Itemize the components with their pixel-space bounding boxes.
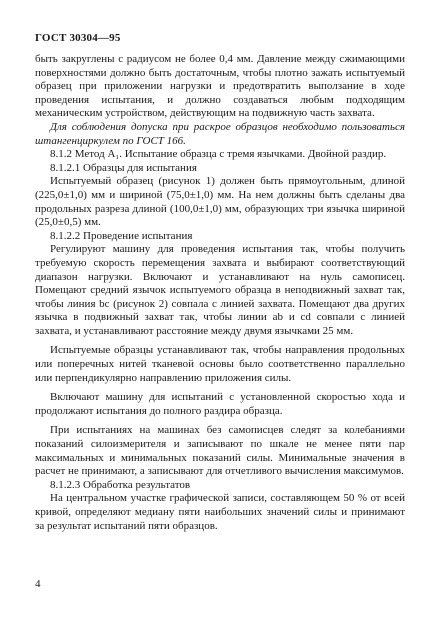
page-number: 4 (35, 578, 41, 590)
paragraph-machine-setup: Регулируют машину для проведения испытания так, чтобы получить требуемую скорость перемещения захвата и выбирают соответствующий диапазон нагрузки. Включают и устанавливают на нуль самописец. Помещают средний язычок испытуемого образца в неподвижный захват так, чтобы линия bc (рисунок 2) совпала с линией захвата. Помещают два других язычка в подвижный захват так, чтобы линии ab и cd совпали с линией захвата, и устанавливают расстояние между двумя язычками 25 мм. (35, 243, 405, 337)
standard-header: ГОСТ 30304—95 (35, 32, 121, 44)
paragraph-no-recorder: При испытаниях на машинах без самописцев следят за колебаниями показаний силоизмерителя и записывают по шкале не менее пяти пар максимальных и минимальных показаний силы. Минимальные значения в расчет не принимают, а записывают для отчетливого вычисления максимумов. (35, 424, 405, 478)
paragraph-continuation: быть закруглены с радиусом не более 0,4 мм. Давление между сжимающими поверхностями должно быть достаточным, чтобы плотно зажать испытуемый образец при приложении нагрузки и предотвратить выползание в ходе проведения испытания, и должно создаваться любым подходящим механическим устройством, действующим на подвижную часть захвата. (35, 53, 405, 120)
section-8-1-2-2-heading: 8.1.2.2 Проведение испытания (50, 229, 193, 242)
paragraph-results: На центральном участке графической записи, составляющем 50 % от всей кривой, определяют медиану пяти наибольших значений силы и принимают за результат испытаний пяти образцов. (35, 492, 405, 532)
paragraph-start-machine: Включают машину для испытаний с установленной скоростью хода и продолжают испытания до полного раздира образца. (35, 391, 405, 417)
paragraph-note-caliper: Для соблюдения допуска при раскрое образцов необходимо пользоваться штангенциркулем по ГОСТ 166. (35, 120, 405, 147)
section-8-1-2-3-heading: 8.1.2.3 Обработка результатов (50, 478, 191, 491)
section-8-1-2-1-heading: 8.1.2.1 Образцы для испытания (50, 161, 197, 174)
paragraph-specimen-orientation: Испытуемые образцы устанавливают так, чтобы направления продольных или поперечных нитей тканевой основы было соответственно параллельно или перпендикулярно направлению приложения силы. (35, 344, 405, 384)
document-body (35, 53, 405, 533)
paragraph-specimen: Испытуемый образец (рисунок 1) должен быть прямоугольным, длиной (225,0±1,0) мм и шириной (75,0±1,0) мм. На нем должны быть сделаны два продольных разреза длиной (100,0±1,0) мм, образующих три язычка шириной (25,0±0,5) мм. (35, 175, 405, 229)
section-8-1-2-method: 8.1.2 Метод A₁. Испытание образца с тремя язычками. Двойной раздир. (50, 148, 387, 161)
